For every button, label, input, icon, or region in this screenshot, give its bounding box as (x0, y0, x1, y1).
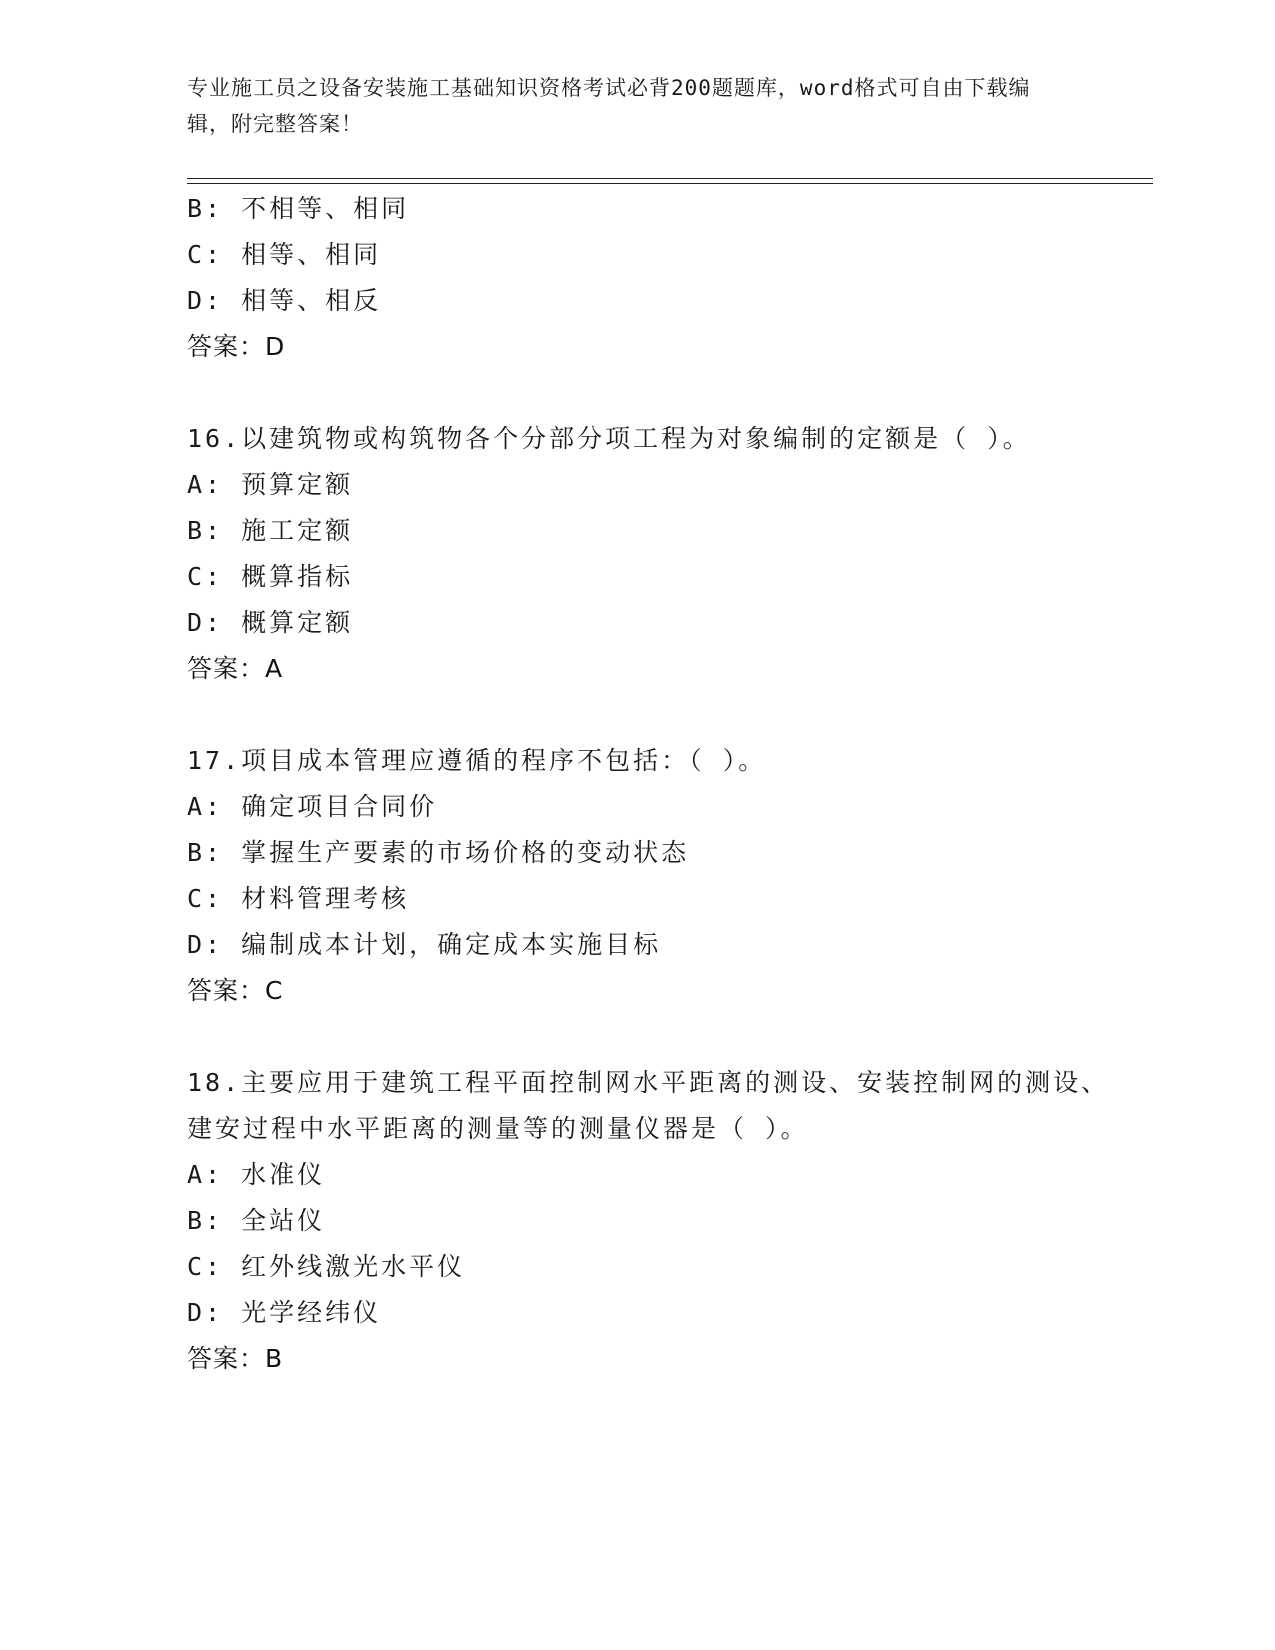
document-header: 专业施工员之设备安装施工基础知识资格考试必背200题题库，word格式可自由下载编辑，附完整答案！ (187, 76, 1031, 136)
option-a: A: 确定项目合同价 (187, 792, 438, 821)
option-b: B: 掌握生产要素的市场价格的变动状态 (187, 838, 690, 867)
option-b: B: 施工定额 (187, 516, 354, 545)
question-block (187, 1060, 1127, 1382)
option-d: D: 概算定额 (187, 608, 354, 637)
option-c: C: 相等、相同 (187, 240, 382, 269)
option-d: D: 光学经纬仪 (187, 1298, 382, 1327)
header-divider-bottom (187, 183, 1153, 184)
answer-label: 答案：D (187, 332, 286, 361)
question-block (187, 738, 1127, 1014)
question-stem: 18.主要应用于建筑工程平面控制网水平距离的测设、安装控制网的测设、建安过程中水平距离的测量等的测量仪器是（ ）。 (187, 1068, 1110, 1143)
question-block (187, 416, 1127, 692)
question-block (187, 186, 1127, 370)
option-d: D: 编制成本计划，确定成本实施目标 (187, 930, 662, 959)
option-a: A: 水准仪 (187, 1160, 326, 1189)
header-divider-top (187, 178, 1153, 179)
question-stem: 17.项目成本管理应遵循的程序不包括：（ ）。 (187, 746, 767, 775)
option-a: A: 预算定额 (187, 470, 354, 499)
option-b: B: 全站仪 (187, 1206, 326, 1235)
question-stem: 16.以建筑物或构筑物各个分部分项工程为对象编制的定额是（ ）。 (187, 424, 1031, 453)
option-d: D: 相等、相反 (187, 286, 382, 315)
question-list (187, 186, 1127, 1382)
option-c: C: 材料管理考核 (187, 884, 410, 913)
option-b: B: 不相等、相同 (187, 194, 410, 223)
option-c: C: 概算指标 (187, 562, 354, 591)
answer-label: 答案：C (187, 976, 284, 1005)
answer-label: 答案：B (187, 1344, 284, 1373)
answer-label: 答案：A (187, 654, 284, 683)
option-c: C: 红外线激光水平仪 (187, 1252, 466, 1281)
